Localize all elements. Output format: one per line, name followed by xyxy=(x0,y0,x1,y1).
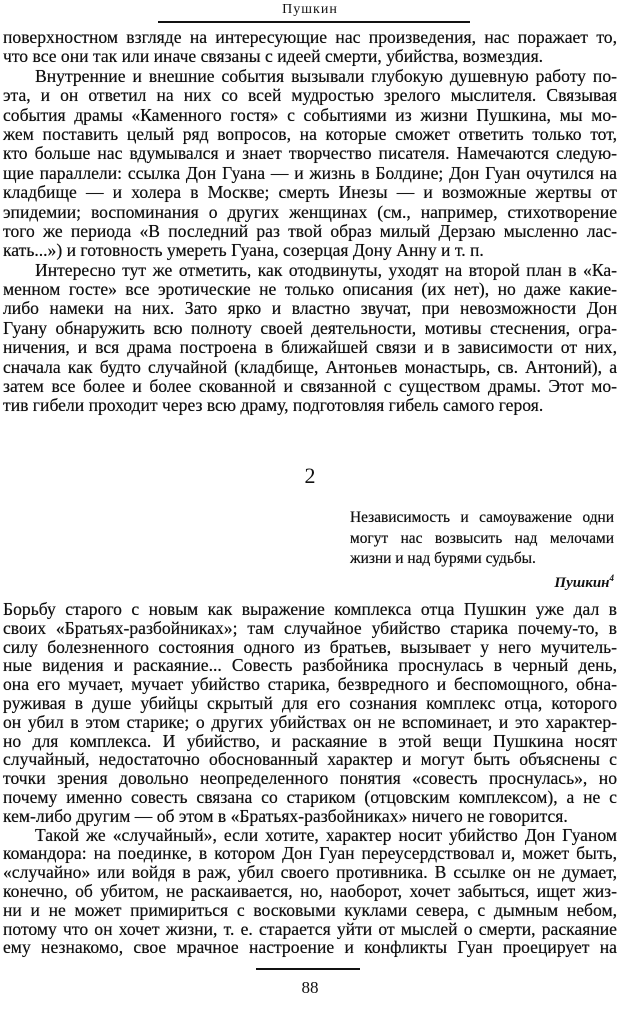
text-line: ные видения и раскаяние... Совесть разбойника проснулась в черный день, xyxy=(3,655,617,676)
page-number: 88 xyxy=(301,978,319,997)
text-line: сначала как будто случайной (кладбище, Антоньев монастырь, св. Антоний), а xyxy=(3,356,617,377)
text-line: поверхностном взгляде на интересующие нас произведения, нас поражает то, xyxy=(3,27,617,47)
text-line: жизни и над бурями судьбы. xyxy=(350,550,536,567)
text-line: «случайно» или войдя в раж, убил своего противника. В ссылке он не думает, xyxy=(3,862,617,883)
text-line: события драмы «Каменного гостя» с событиями из жизни Пушкина, мы мо- xyxy=(3,104,617,125)
text-line: Борьбу старого с новым как выражение комплекса отца Пушкин уже дал в xyxy=(3,599,617,619)
text-line: того же периода «В последний раз твой образ милый Дерзаю мысленно лас- xyxy=(3,220,617,241)
text-line: кем-либо другим — об этом в «Братьях-разбойниках» ничего не говорится. xyxy=(3,805,568,826)
text-line: Гуану обнаружить всю полноту своей деятельности, мотивы стеснения, огра- xyxy=(3,317,617,338)
text-line: кто больше нас вдумывался и знает творчество писателя. Намечаются следую- xyxy=(3,143,617,164)
text-line: Внутренние и внешние события вызывали глубокую душевную работу по- xyxy=(35,65,617,86)
text-line: Интересно тут же отметить, как отодвинуты, уходят на второй план в «Ка- xyxy=(35,259,617,280)
text-line: он убил в этом старике; о других убийствах он не вспоминает, и это характер- xyxy=(3,711,617,732)
text-line: жем поставить целый ряд вопросов, на которые сможет ответить только тот, xyxy=(3,123,617,144)
text-line: эта, и он ответил на них со всей мудростью зрелого мыслителя. Связывая xyxy=(3,85,617,106)
text-line: точки зрения довольно неопределенного понятия «совесть проснулась», но xyxy=(3,768,617,789)
text-block-part1 xyxy=(3,28,617,416)
text-line: кать...») и готовность умереть Гуана, созерцая Дону Анну и т. п. xyxy=(3,240,484,261)
text-line: тив гибели проходит через всю драму, подготовляя гибель самого героя. xyxy=(3,395,544,416)
epigraph-author xyxy=(554,573,614,592)
footer-rule xyxy=(256,968,360,970)
text-block-part2 xyxy=(3,600,617,957)
text-line: эпидемии; воспоминания о других женщинах (см., например, стихотворение xyxy=(3,201,617,222)
text-line: командора: на поединке, в котором Дон Гуан переусердствовал и, может быть, xyxy=(3,843,617,864)
text-line: Независимость и самоуважение одни xyxy=(350,509,614,526)
text-line: щие параллели: ссылка Дон Гуана — и жизнь в Болдине; Дон Гуан очутился на xyxy=(3,162,617,183)
epigraph xyxy=(350,508,614,570)
text-line: что все они так или иначе связаны с идеей смерти, убийства, возмездия. xyxy=(3,46,544,67)
text-line: почему именно совесть связана со стариком (отцовским комплексом), а не с xyxy=(3,786,617,807)
header-rule xyxy=(158,21,470,23)
text-line: ему незнакомо, свое мрачное настроение и конфликты Гуан проецирует на xyxy=(3,937,617,958)
text-line: ничения, и вся драма построена в ближайшей связи и в зависимости от них, xyxy=(3,337,617,358)
text-line: Такой же «случайный», если хотите, характер носит убийство Дон Гуаном xyxy=(35,824,617,845)
text-line: могут нас возвысить над мелочами xyxy=(350,529,614,547)
text-line: руживая в душе убийцы скрытый для его сознания комплекс отца, которого xyxy=(3,692,617,713)
text-line: конечно, об убитом, не раскаивается, но, наоборот, хочет забыться, ищет жиз- xyxy=(3,880,617,901)
text-line: менном госте» все эротические не только описания (их нет), но даже какие- xyxy=(3,279,617,300)
text-line: ни и не может примириться с восковыми куклами севера, с дымным небом, xyxy=(3,899,617,920)
running-header: Пушкин xyxy=(282,2,338,17)
text-line: либо намеки на них. Зато ярко и властно звучат, при невозможности Дон xyxy=(3,298,617,319)
text-line: силу болезненного состояния одного из братьев, вызывает у него мучитель- xyxy=(3,636,617,657)
section-number: 2 xyxy=(304,463,316,488)
text-line: кладбище — и холера в Москве; смерть Инезы — и возможные жертвы от xyxy=(3,182,617,203)
text-line: своих «Братьях-разбойниках»; там случайное убийство старика почему-то, в xyxy=(3,617,617,638)
text-line: случайный, недостаточно обоснованный характер и могут быть объяснены с xyxy=(3,749,617,770)
text-line: но для комплекса. И убийство, и раскаяние в этой вещи Пушкина носят xyxy=(3,730,617,751)
text-line: потому что он хочет жизни, т. е. старается уйти от мыслей о смерти, раскаяние xyxy=(3,918,617,939)
text-line: она его мучает, мучает убийство старика, безвредного и беспомощного, обна- xyxy=(3,674,617,695)
footnote-ref: 4 xyxy=(609,573,614,583)
text-line: затем все более и более скованной и связанной с существом драмы. Этот мо- xyxy=(3,376,617,397)
epigraph-author-name: Пушкин xyxy=(554,575,610,591)
